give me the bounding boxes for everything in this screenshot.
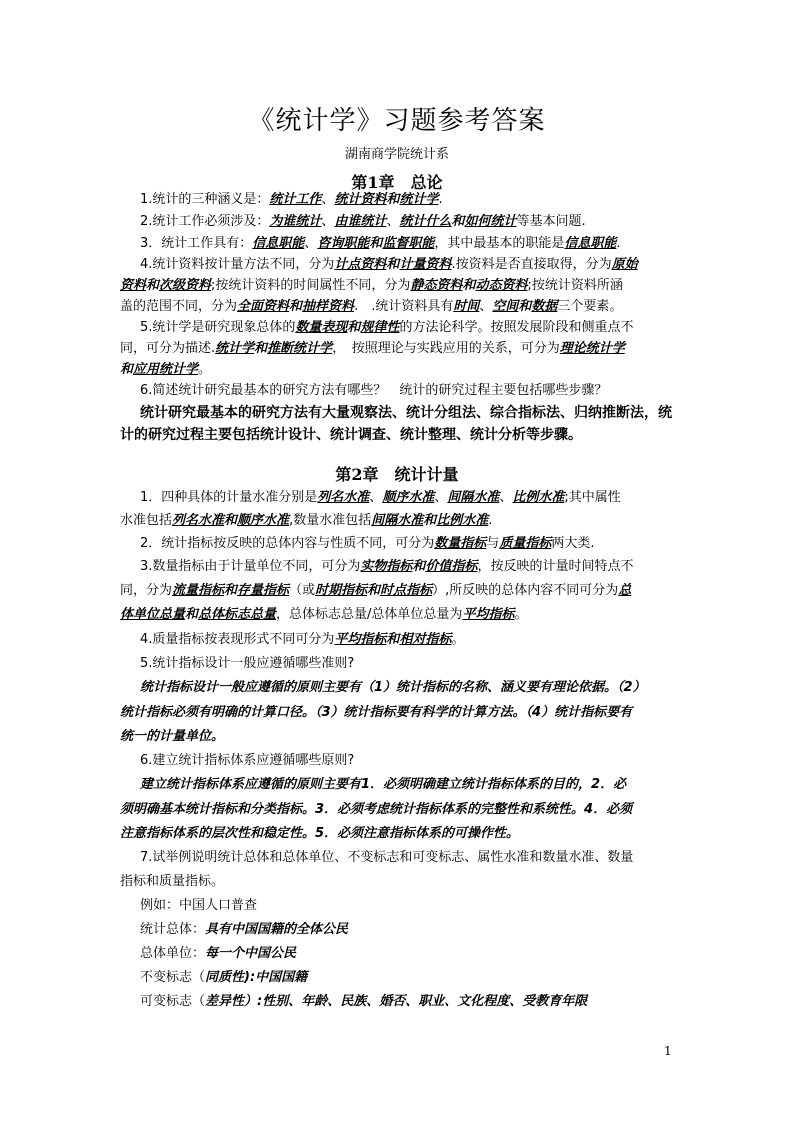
ch2-answer-6-line-3: 注意指标体系的层次性和稳定性。5．必须注意指标体系的可操作性。	[120, 826, 520, 841]
text: ，其中最基本的职能是	[434, 236, 565, 251]
text: 5.统计学是研究现象总体的	[140, 320, 296, 335]
keyword: 统计什么	[399, 214, 452, 229]
ch1-line-8	[120, 339, 682, 359]
ch2-question-7-line-1: 7.试举例说明统计总体和总体单位、不变标志和可变标志、属性水准和数量水准、数量	[140, 850, 634, 865]
text: ，按反映的计量时间特点不	[477, 559, 634, 574]
ch2-answer-5-line-2: 统计指标必须有明确的计算口径。（3）统计指标要有科学的计算方法。（4）统计指标要有	[120, 705, 633, 720]
keyword: 应用统计学	[133, 362, 199, 377]
keyword: 相对指标	[399, 632, 452, 647]
keyword: 统计资料	[334, 192, 387, 207]
text: 差异性）:性别、年龄、民族、婚否、职业、文化程度、受教育年限	[205, 994, 588, 1009]
ch1-question-6: 6.简述统计研究最基本的研究方法有哪些？ 统计的研究过程主要包括哪些步骤？	[140, 383, 608, 398]
text: 和	[451, 214, 465, 229]
text: 和	[254, 341, 268, 356]
ch2-line-7	[140, 630, 702, 650]
text: ;按统计资料所涵	[527, 278, 623, 293]
keyword: 抽样资料	[302, 299, 355, 314]
keyword: 间隔水准	[447, 490, 500, 505]
keyword: 如何统计	[464, 214, 517, 229]
text: ）,所反映的总体内容不同可分为	[432, 583, 619, 598]
text: （或	[289, 583, 316, 598]
text: 统计总体：	[140, 922, 206, 937]
text: 和	[386, 257, 400, 272]
chapter-1-heading: 第1章 总论	[351, 173, 443, 192]
ch2-line-3	[140, 534, 702, 554]
ch1-line-5	[120, 276, 682, 296]
ch2-example-unit	[140, 944, 702, 964]
keyword: 咨询职能	[317, 236, 370, 251]
keyword: 平均指标	[462, 607, 515, 622]
keyword: 存量指标	[237, 583, 290, 598]
keyword: 时点指标	[380, 583, 433, 598]
text: ， 按照理论与实践应用的关系，可分为	[332, 341, 560, 356]
keyword: 推断统计学	[267, 341, 333, 356]
ch2-answer-5-line-3: 统一的计量单位。	[120, 729, 225, 744]
text: 、	[321, 214, 335, 229]
keyword: 全面资料	[237, 299, 290, 314]
text: 。	[198, 362, 212, 377]
text: 和	[224, 513, 238, 528]
ch2-line-5	[120, 581, 682, 601]
ch2-line-4	[140, 557, 702, 577]
ch2-example-invariant	[140, 968, 702, 988]
text: 和	[367, 583, 381, 598]
ch1-line-1	[140, 190, 702, 210]
keyword: 价值指标	[425, 559, 478, 574]
ch2-example-title: 例如：中国人口普查	[140, 898, 258, 913]
keyword: 动态资料	[475, 278, 528, 293]
ch1-line-9	[120, 360, 682, 380]
text: . .统计资料具有	[354, 299, 454, 314]
text: 和	[289, 299, 303, 314]
text: 和	[518, 299, 532, 314]
text: 和	[185, 607, 199, 622]
keyword: 顺序水准	[237, 513, 290, 528]
text: 、	[434, 490, 448, 505]
ch1-line-6	[120, 297, 682, 317]
text: 。	[514, 607, 528, 622]
text: 和	[423, 513, 437, 528]
ch2-answer-5-line-1: 统计指标设计一般应遵循的原则主要有（1）统计指标的名称、涵义要有理论依据。（2）	[140, 680, 646, 695]
text: 可变标志（	[140, 994, 206, 1009]
text: 2.统计工作必须涉及：	[140, 214, 270, 229]
keyword: 体单位总量	[120, 607, 186, 622]
ch2-question-7-line-2: 指标和质量指标。	[120, 874, 225, 889]
text: 总体单位：	[140, 946, 206, 961]
text: 不变标志（	[140, 970, 206, 985]
text: 4.质量指标按表现形式不同可分为	[140, 632, 335, 647]
keyword: 间隔水准	[371, 513, 424, 528]
ch2-answer-6-line-2: 须明确基本统计指标和分类指标。3．必须考虑统计指标体系的完整性和系统性。4．必须	[120, 802, 633, 817]
ch1-line-4	[140, 255, 702, 275]
keyword: 由谁统计	[334, 214, 387, 229]
text: 同，可分为描述.	[120, 341, 216, 356]
ch2-answer-6-line-1: 建立统计指标体系应遵循的原则主要有1．必须明确建立统计指标体系的目的，2．必	[140, 777, 627, 792]
ch2-example-variable	[140, 992, 702, 1012]
keyword: 质量指标	[499, 536, 552, 551]
keyword: 列名水准	[172, 513, 225, 528]
keyword: 平均指标	[334, 632, 387, 647]
text: ;其中属性	[564, 490, 621, 505]
text: 、	[321, 192, 335, 207]
text: 和	[369, 236, 383, 251]
text: ;按统计资料的时间属性不同，分为	[211, 278, 411, 293]
keyword: 次级资料	[159, 278, 212, 293]
chapter-2-heading: 第2章 统计计量	[335, 465, 459, 484]
text: 具有中国国籍的全体公民	[205, 922, 349, 937]
keyword: 静态资料	[410, 278, 463, 293]
text: 、	[386, 214, 400, 229]
ch1-line-3	[140, 234, 702, 254]
keyword: 顺序水准	[382, 490, 435, 505]
text: 3.数量指标由于计量单位不同，可分为	[140, 559, 361, 574]
ch2-question-5: 5.统计指标设计一般应遵循哪些准则?	[140, 656, 355, 671]
text: 4.统计资料按计量方法不同，分为	[140, 257, 335, 272]
keyword: 流量指标	[172, 583, 225, 598]
text: .按资料是否直接取得，分为	[451, 257, 612, 272]
keyword: 时间	[453, 299, 480, 314]
keyword: 计点资料	[334, 257, 387, 272]
text: 三个要素。	[557, 299, 623, 314]
text: .	[488, 513, 493, 528]
keyword: 为谁统计	[269, 214, 322, 229]
ch2-question-6: 6.建立统计指标体系应遵循哪些原则?	[140, 753, 355, 768]
keyword: 资料	[120, 278, 147, 293]
text: 盖的范围不同，分为	[120, 299, 238, 314]
keyword: 统计工作	[269, 192, 322, 207]
text: 和	[386, 192, 400, 207]
keyword: 列名水准	[317, 490, 370, 505]
text: 和	[347, 320, 361, 335]
keyword: 时期指标	[315, 583, 368, 598]
keyword: 比例水准	[436, 513, 489, 528]
text: 两大类.	[551, 536, 595, 551]
ch1-answer-6-line-1: 统计研究最基本的研究方法有大量观察法、统计分组法、综合指标法、归纳推断法，统	[140, 405, 672, 421]
text: .	[616, 236, 621, 251]
text: 和	[412, 559, 426, 574]
text: 、	[499, 490, 513, 505]
ch2-line-6	[120, 605, 682, 625]
text: 等基本问题.	[516, 214, 586, 229]
text: .	[438, 192, 443, 207]
keyword: 原始	[611, 257, 638, 272]
keyword: 计量资料	[399, 257, 452, 272]
text: 1.统计的三种涵义是：	[140, 192, 270, 207]
keyword: 数量表现	[295, 320, 348, 335]
text: ，总体标志总量/总体单位总量为	[276, 607, 463, 622]
text: 同质性):中国国籍	[205, 970, 308, 985]
ch2-line-1	[140, 488, 702, 508]
text: 和	[462, 278, 476, 293]
document-subtitle: 湖南商学院统计系	[344, 147, 449, 162]
text: 水准包括	[120, 513, 173, 528]
text: 和	[146, 278, 160, 293]
ch1-answer-6-line-2: 计的研究过程主要包括统计设计、统计调查、统计整理、统计分析等步骤。	[120, 427, 582, 443]
text: 的方法论科学。按照发展阶段和侧重点不	[399, 320, 634, 335]
keyword: 理论统计学	[559, 341, 625, 356]
keyword: 总体标志总量	[198, 607, 277, 622]
keyword: 统计学	[399, 192, 439, 207]
keyword: 实物指标	[360, 559, 413, 574]
document-title: 《统计学》习题参考答案	[248, 106, 546, 136]
keyword: 比例水准	[512, 490, 565, 505]
ch1-line-7	[140, 318, 702, 338]
keyword: 统计学	[215, 341, 255, 356]
text: 与	[486, 536, 500, 551]
text: 2．统计指标按反映的总体内容与性质不同，可分为	[140, 536, 435, 551]
ch1-line-2	[140, 212, 702, 232]
ch2-line-2	[120, 511, 682, 531]
text: 、	[479, 299, 493, 314]
keyword: 数量指标	[434, 536, 487, 551]
text: 和	[224, 583, 238, 598]
keyword: 信息职能	[564, 236, 617, 251]
page-number: 1	[664, 1044, 672, 1058]
text: 。	[451, 632, 465, 647]
keyword: 数据	[531, 299, 558, 314]
keyword: 监督职能	[382, 236, 435, 251]
text: 和	[386, 632, 400, 647]
text: 1．四种具体的计量水准分别是	[140, 490, 318, 505]
keyword: 规律性	[360, 320, 400, 335]
text: 同，分为	[120, 583, 173, 598]
keyword: 信息职能	[252, 236, 305, 251]
text: 、	[369, 490, 383, 505]
text: 每一个中国公民	[205, 946, 297, 961]
ch2-example-population	[140, 920, 702, 940]
text: ,数量水准包括	[289, 513, 372, 528]
text: 3．统计工作具有：	[140, 236, 253, 251]
text: 、	[304, 236, 318, 251]
text: 和	[120, 362, 134, 377]
keyword: 空间	[492, 299, 519, 314]
keyword: 总	[618, 583, 632, 598]
